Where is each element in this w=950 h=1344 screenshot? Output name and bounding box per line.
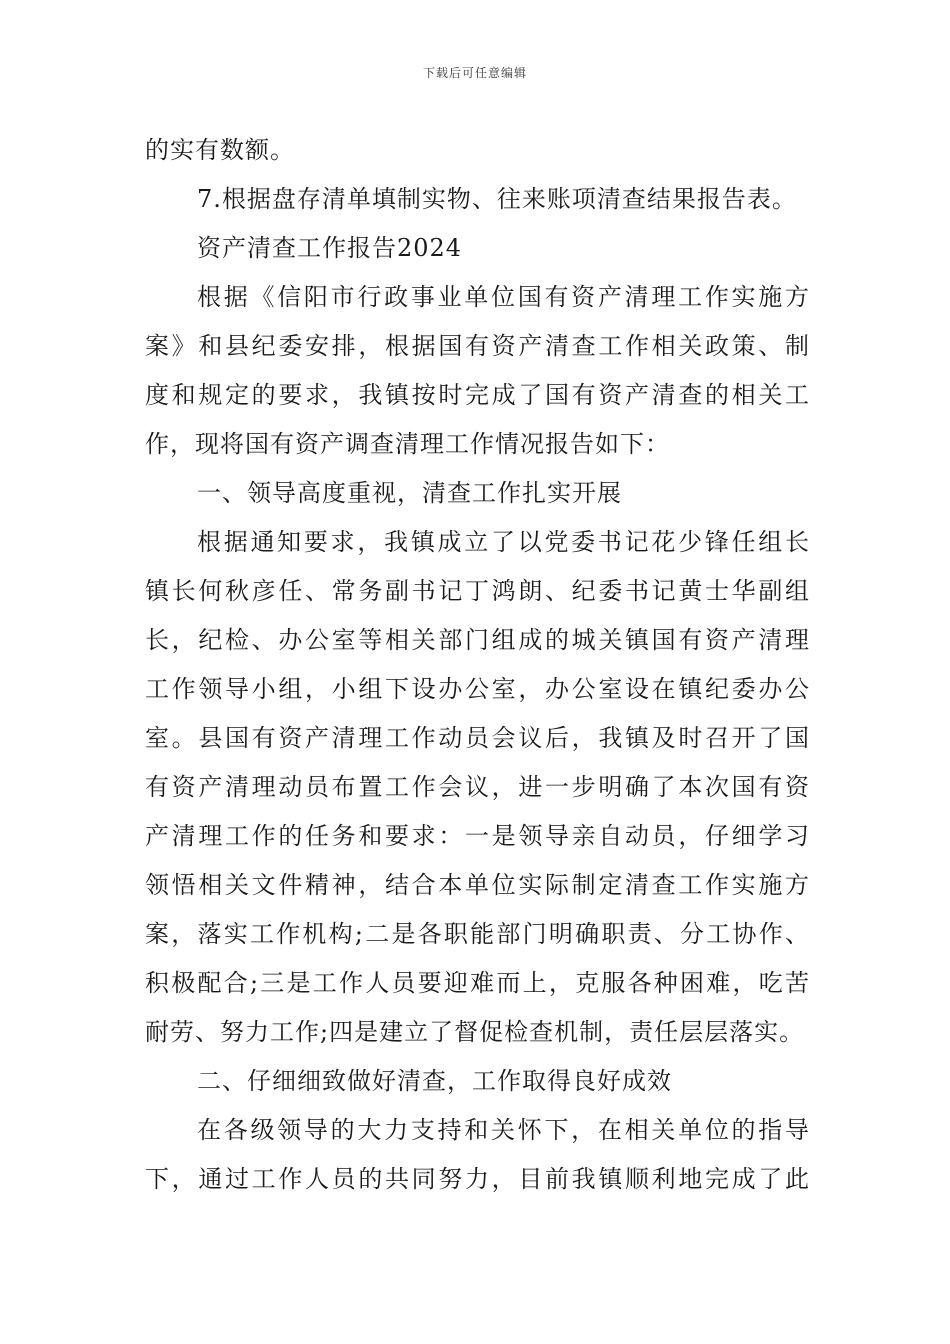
text-line: 作，现将国有资产调查清理工作情况报告如下：	[145, 430, 670, 458]
page-header: 下载后可任意编辑	[422, 66, 527, 80]
text-line: 耐劳、努力工作;四是建立了督促检查机制，责任层层落实。	[145, 1018, 805, 1046]
text-line: 的实有数额。	[145, 136, 295, 164]
text-line: 二、仔细细致做好清查，工作取得良好成效	[197, 1067, 672, 1095]
text-line: 案，落实工作机构;二是各职能部门明确职责、分工协作、	[145, 920, 810, 948]
text-line: 根据通知要求，我镇成立了以党委书记花少锋任组长	[197, 528, 810, 556]
text-line: 镇长何秋彦任、常务副书记丁鸿朗、纪委书记黄士华副组	[145, 577, 810, 605]
text-line: 资产清查工作报告2024	[197, 234, 463, 262]
text-line: 产清理工作的任务和要求：一是领导亲自动员，仔细学习	[145, 822, 810, 850]
document-body	[145, 126, 810, 1204]
text-line: 在各级领导的大力支持和关怀下，在相关单位的指导	[197, 1116, 810, 1144]
text-line: 一、领导高度重视，清查工作扎实开展	[197, 479, 622, 507]
text-line: 积极配合;三是工作人员要迎难而上，克服各种困难，吃苦	[145, 969, 810, 997]
text-line: 室。县国有资产清理工作动员会议后，我镇及时召开了国	[145, 724, 810, 752]
text-line: 领悟相关文件精神，结合本单位实际制定清查工作实施方	[145, 871, 810, 899]
text-line: 长，纪检、办公室等相关部门组成的城关镇国有资产清理	[145, 626, 810, 654]
text-line: 工作领导小组，小组下设办公室，办公室设在镇纪委办公	[145, 675, 810, 703]
text-line: 下，通过工作人员的共同努力，目前我镇顺利地完成了此	[145, 1165, 810, 1193]
text-line: 度和规定的要求，我镇按时完成了国有资产清查的相关工	[145, 381, 810, 409]
text-line: 根据《信阳市行政事业单位国有资产清理工作实施方	[197, 283, 810, 311]
text-line: 有资产清理动员布置工作会议，进一步明确了本次国有资	[145, 773, 810, 801]
text-line: 案》和县纪委安排，根据国有资产清查工作相关政策、制	[145, 332, 810, 360]
text-line: 7.根据盘存清单填制实物、往来账项清查结果报告表。	[197, 185, 797, 213]
